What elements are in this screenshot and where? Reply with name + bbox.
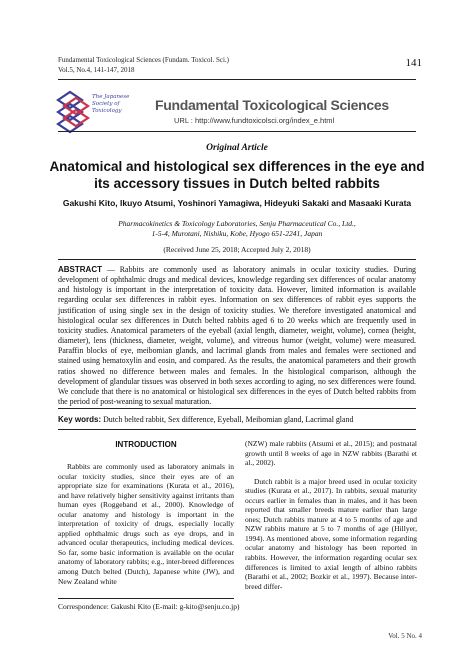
svg-text:Society of: Society of xyxy=(92,101,120,107)
intro-heading: INTRODUCTION xyxy=(115,440,177,449)
society-logo-graphic xyxy=(56,86,130,134)
correspondence: Correspondence: Gakushi Kito (E-mail: g-kito@senju.co.jp) xyxy=(58,602,240,611)
keywords xyxy=(58,415,416,424)
journal-url[interactable]: URL : http://www.fundtoxicolsci.org/index_e.html xyxy=(174,116,335,125)
keywords-text: Dutch belted rabbit, Sex difference, Eyeball, Meibomian gland, Lacrimal gland xyxy=(101,415,354,424)
keywords-label: Key words: xyxy=(58,415,102,424)
svg-text:The Japanese: The Japanese xyxy=(92,94,130,100)
footer-volume: Vol. 5 No. 4 xyxy=(388,632,422,640)
article-title: Anatomical and histological sex differences in the eye and its accessory tissues in Dutch belted rabbits xyxy=(49,159,425,191)
footnote-rule xyxy=(58,598,234,599)
author-list: Gakushi Kito, Ikuyo Atsumi, Yoshinori Yamagiwa, Hideyuki Sakaki and Masaaki Kurata xyxy=(62,198,412,208)
volume-line: Vol.5, No.4, 141-147, 2018 xyxy=(58,66,135,74)
header-rule xyxy=(58,79,416,80)
received-dates: (Received June 25, 2018; Accepted July 2, 2018) xyxy=(163,245,311,254)
col2-paragraph-2: Dutch rabbit is a major breed used in ocular toxicity studies (Kurata et al., 2017). In rabbits, sexual maturity occurs earlier in females than in males, and it has been reported that smaller breeds mature earlier than large ones; Dutch rabbits mature at 4 to 5 months of age and NZW rabbits mature at 5 to 7 months of age (Hillyer, 1994). As mentioned above, some information regarding ocular anatomy and histology has been reported in rabbits. However, the information regarding ocular sex differences is limited to axial length of albino rabbits (Barathi et al., 2002; Bozkir et al., 1997). Because inter-breed differ- xyxy=(245,476,417,591)
society-logo xyxy=(56,86,130,134)
masthead-rule xyxy=(58,131,416,132)
abstract-label: ABSTRACT xyxy=(58,265,102,274)
journal-citation: Fundamental Toxicological Sciences (Fundam. Toxicol. Sci.) xyxy=(58,56,230,64)
abstract xyxy=(58,265,416,407)
col2-paragraph-1: (NZW) male rabbits (Atsumi et al., 2015); and postnatal growth until 8 weeks of age in NZW rabbits (Barathi et al., 2002). xyxy=(245,439,417,468)
page-number: 141 xyxy=(405,57,422,69)
journal-title: Fundamental Toxicological Sciences xyxy=(155,97,389,113)
keywords-rule xyxy=(58,429,416,430)
abstract-text: — Rabbits are commonly used as laboratory animals in ocular toxicity studies. During development of ophthalmic drugs and medical devices, knowledge regarding sex differences of ocular anatomy and histology is important in the interpretation of toxicity data. However, limited information is available regarding ocular sex differences in rabbit eyes. Information on sex differences of rabbit eyes supports the justification of using single sex in the design of toxicity studies. We therefore investigated anatomical and histological ocular sex differences in Dutch belted rabbits aged 6 to 20 weeks which are frequently used in toxicity studies. Anatomical parameters of the eyeball (axial length, diameter, weight, volume), cornea (height, diameter), lens (thickness, diameter, weight, volume), and vitreous humor (weight, volume) were measured. Paraffin blocks of eye, meibomian glands, and lacrimal glands from males and females were sectioned and stained using hematoxylin and eosin, and compared. As the results, the anatomical parameters and their growth ratios showed no difference between males and females. In the histological comparison, although the development of glandular tissues was observed in both sexes according to aging, no sex differences were found. We conclude that there is no anatomical or histological sex differences in the eyes of Dutch belted rabbits from the period of post-weaning to sexual maturation. xyxy=(58,265,416,407)
affiliation xyxy=(40,219,434,239)
article-type: Original Article xyxy=(206,143,268,153)
abstract-bottom-rule xyxy=(58,408,416,409)
svg-text:Toxicology: Toxicology xyxy=(92,108,122,114)
intro-column-2 xyxy=(245,439,417,591)
abstract-top-rule xyxy=(58,259,416,260)
intro-column-1: Rabbits are commonly used as laboratory animals in ocular toxicity studies, since their eyes are of an appropriate size for examinations (Kurata et al., 2016), and have relatively higher sensitivity against irritants than human eyes (Roggeband et al., 2000). Knowledge of ocular anatomy and histology is important in the interpretation of toxicity of drugs, especially locally applied ophthalmic drugs such as eye drops, and in advanced ocular therapeutics, including medical devices. So far, some basic information is available on the ocular anatomy of laboratory rabbits; e.g., inter-breed differences among Dutch belted (Dutch), Japanese white (JW), and New Zealand white xyxy=(58,462,234,586)
affiliation-line-2: 1-5-4, Murotani, Nishiku, Kobe, Hyogo 651-2241, Japan xyxy=(151,229,323,238)
affiliation-line-1: Pharmacokinetics & Toxicology Laboratories, Senju Pharmaceutical Co., Ltd., xyxy=(118,219,356,228)
